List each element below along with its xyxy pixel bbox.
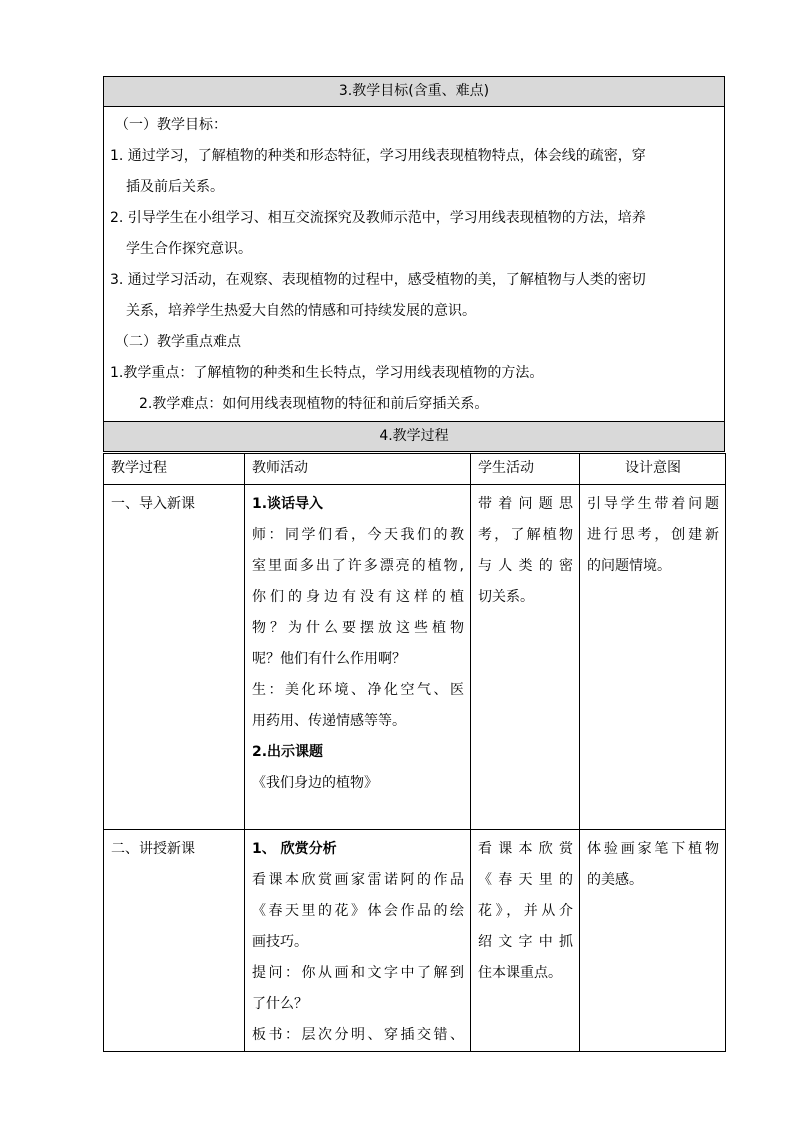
- teacher-line: 1.谈话导入: [252, 496, 324, 512]
- student-activity-cell: [471, 830, 580, 1052]
- student-line: 考，了解植物: [478, 527, 573, 543]
- teacher-line: 生：美化环境、净化空气、医: [252, 682, 464, 698]
- teacher-line: 室里面多出了许多漂亮的植物,: [252, 558, 464, 574]
- difficult-point-line: 2.教学难点：如何用线表现植物的特征和前后穿插关系。: [139, 396, 489, 412]
- teacher-activity-cell: [245, 485, 471, 830]
- teacher-line: 了什么？: [252, 996, 308, 1012]
- teacher-line: 你们的身边有没有这样的植: [252, 589, 464, 605]
- intent-line: 引导学生带着问题: [587, 496, 719, 512]
- student-line: 与人类的密: [478, 558, 573, 574]
- student-activity-cell: [471, 485, 580, 830]
- table-header-row: [104, 454, 726, 485]
- process-table: [103, 453, 726, 1052]
- teacher-line: 提问：你从画和文字中了解到: [252, 965, 464, 981]
- key-points-heading: （二）教学重点难点: [115, 334, 241, 350]
- teacher-activity-cell: [245, 830, 471, 1052]
- section4-title: 4.教学过程: [103, 421, 725, 452]
- stage-cell: 一、导入新课: [104, 485, 245, 830]
- teacher-line: 呢？他们有什么作用啊？: [252, 651, 406, 667]
- student-line: 《春天里的: [478, 872, 573, 888]
- student-line: 切关系。: [478, 589, 534, 605]
- teacher-line: 师：同学们看，今天我们的教: [252, 527, 464, 543]
- teacher-line: 2.出示课题: [252, 744, 324, 760]
- header-teacher-activity: 教师活动: [245, 454, 471, 485]
- teacher-line: 画技巧。: [252, 934, 308, 950]
- student-line: 看课本欣赏: [478, 841, 573, 857]
- table-row: [104, 485, 726, 830]
- teacher-line: 物？为什么要摆放这些植物: [252, 620, 464, 636]
- key-point-line: 1.教学重点：了解植物的种类和生长特点，学习用线表现植物的方法。: [110, 365, 544, 381]
- objective-1-line-1: 1. 通过学习，了解植物的种类和形态特征，学习用线表现植物特点，体会线的疏密，穿: [110, 148, 646, 164]
- objective-2-line-1: 2. 引导学生在小组学习、相互交流探究及教师示范中，学习用线表现植物的方法，培养: [110, 210, 646, 226]
- objective-3-line-2: 关系，培养学生热爱大自然的情感和可持续发展的意识。: [126, 303, 476, 319]
- teacher-line: 看课本欣赏画家雷诺阿的作品: [252, 872, 464, 888]
- design-intent-cell: [580, 485, 726, 830]
- intent-line: 的美感。: [587, 872, 643, 888]
- intent-line: 体验画家笔下植物: [587, 841, 719, 857]
- header-design-intent: 设计意图: [580, 454, 726, 485]
- student-line: 花》，并从介: [478, 903, 573, 919]
- design-intent-cell: [580, 830, 726, 1052]
- header-stage: 教学过程: [104, 454, 245, 485]
- teacher-line: 1、 欣赏分析: [252, 841, 337, 857]
- intent-line: 的问题情境。: [587, 558, 671, 574]
- section3-title: 3.教学目标(含重、难点): [103, 76, 725, 107]
- intent-line: 进行思考，创建新: [587, 527, 719, 543]
- teacher-line: 《我们身边的植物》: [252, 775, 378, 791]
- objective-3-line-1: 3. 通过学习活动，在观察、表现植物的过程中，感受植物的美，了解植物与人类的密切: [110, 272, 646, 288]
- student-line: 住本课重点。: [478, 965, 562, 981]
- objectives-heading: （一）教学目标：: [115, 117, 227, 133]
- teacher-line: 《春天里的花》体会作品的绘: [252, 903, 464, 919]
- teacher-line: 用药用、传递情感等等。: [252, 713, 406, 729]
- section3-body: [103, 106, 725, 421]
- student-line: 带着问题思: [478, 496, 573, 512]
- teacher-line: 板书：层次分明、穿插交错、: [252, 1027, 464, 1043]
- stage-cell: 二、讲授新课: [104, 830, 245, 1052]
- header-student-activity: 学生活动: [471, 454, 580, 485]
- student-line: 绍文字中抓: [478, 934, 573, 950]
- objective-1-line-2: 插及前后关系。: [126, 179, 224, 195]
- objective-2-line-2: 学生合作探究意识。: [126, 241, 252, 257]
- table-row: [104, 830, 726, 1052]
